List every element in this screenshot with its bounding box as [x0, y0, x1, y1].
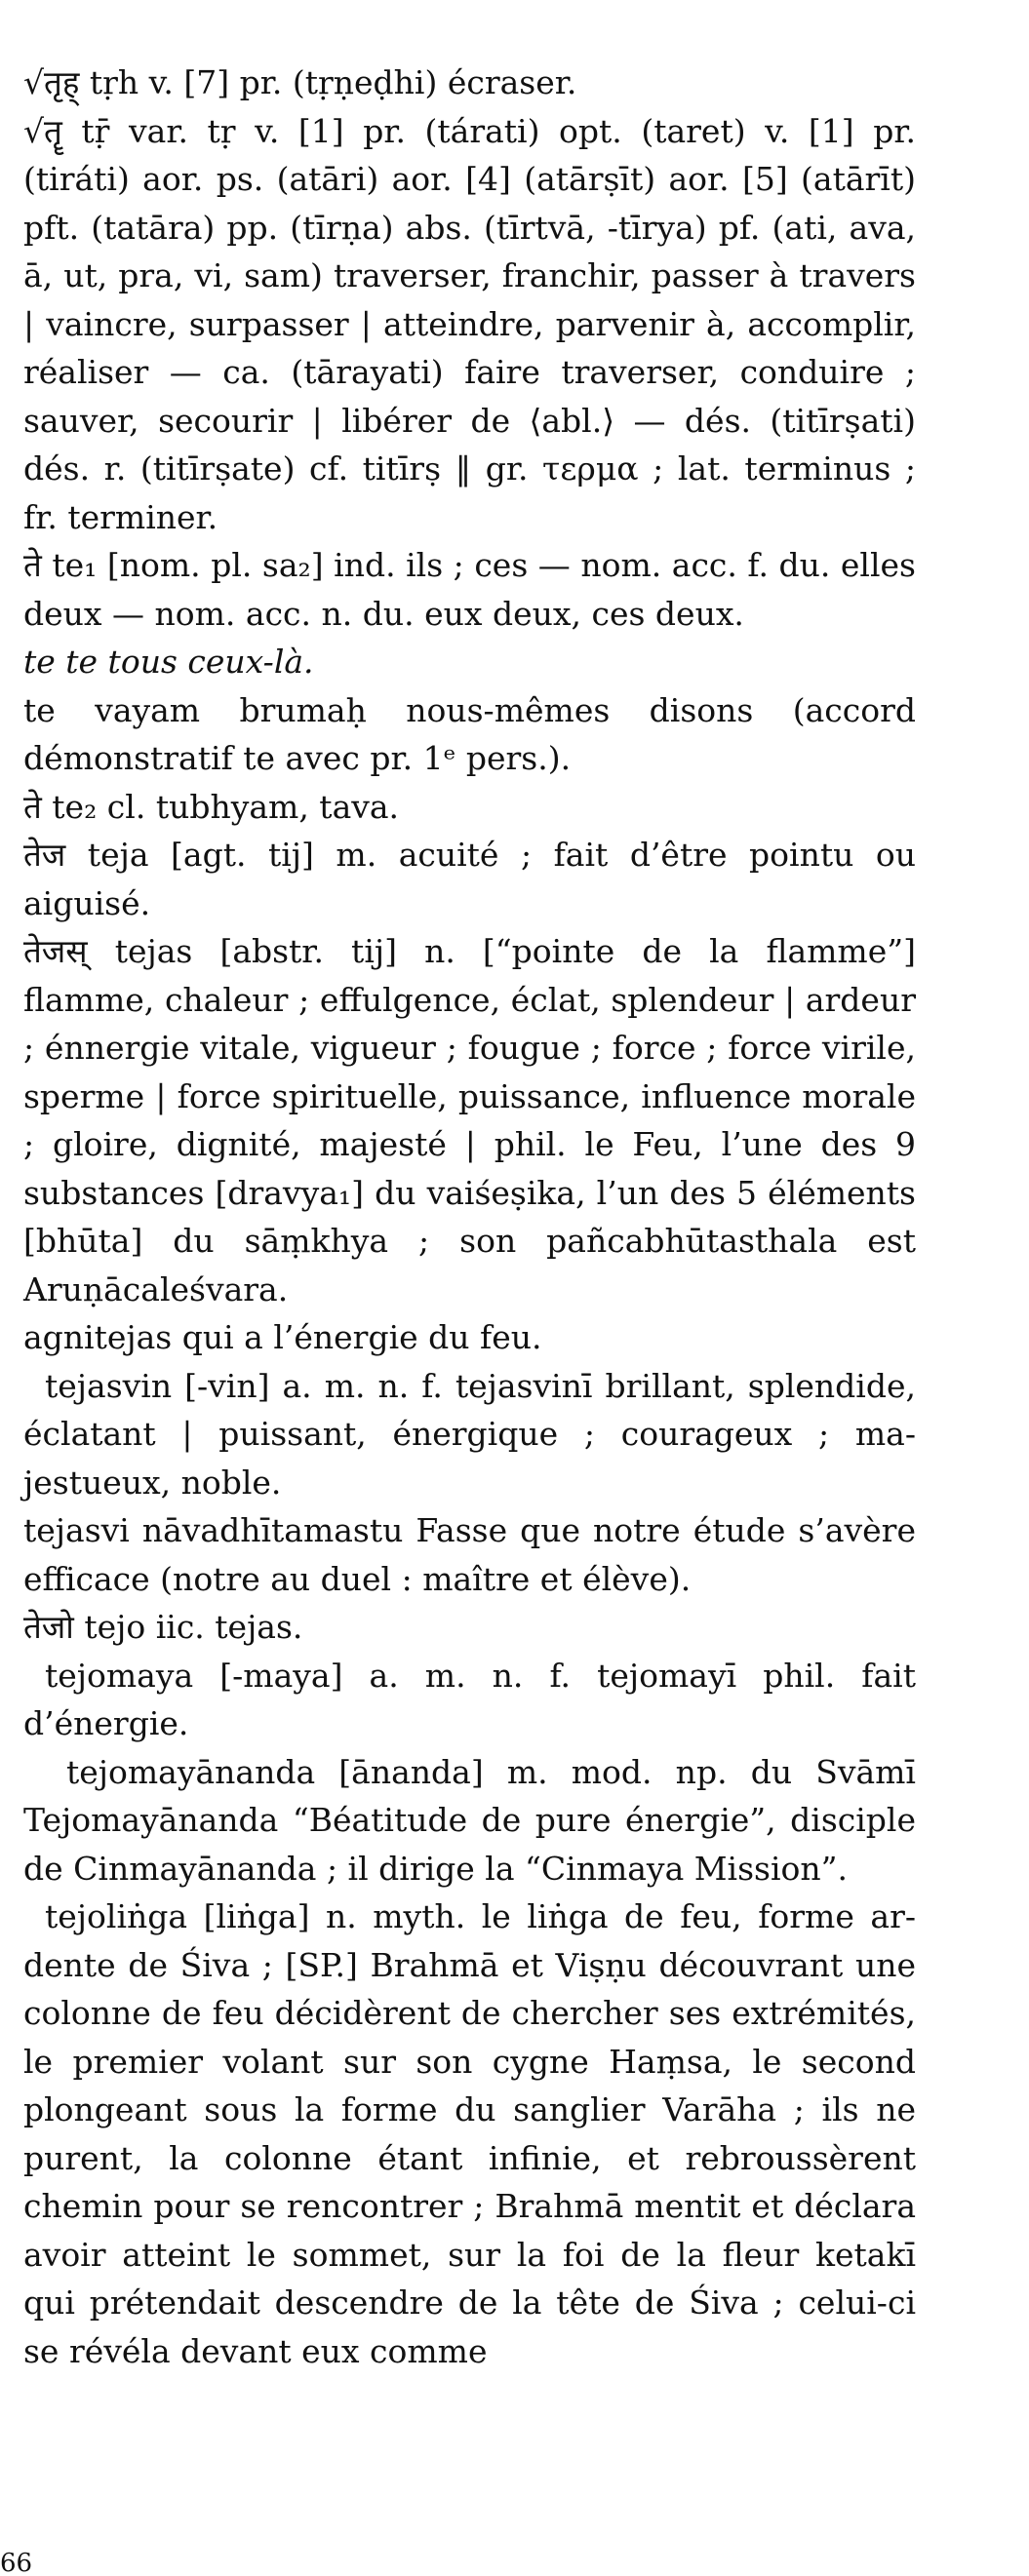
- subentry-te-vayam-brumah: te vayam brumaḥ nous-mêmes disons (accord démonstratif te avec pr. 1ᵉ pers.).: [23, 690, 916, 777]
- page-number: 66: [0, 2549, 33, 2576]
- entry-tejomaya: tejomaya [-maya] a. m. n. f. tejomayī phil. fait d’énergie.: [23, 1656, 916, 1742]
- entry-trh: √तृह् tṛh v. [7] pr. (tṛṇeḍhi) écraser.: [23, 63, 577, 101]
- entry-tejasvin: tejasvin [-vin] a. m. n. f. tejasvinī brillant, splendide, éclatant | puissant, énergique ; courageux ; majestueux, noble.: [23, 1366, 916, 1502]
- entry-tejas: तेजस् tejas [abstr. tij] n. [“pointe de la flamme”] flamme, chaleur ; effulgence, éclat, splendeur | ardeur ; énnergie vitale, vigueur ; fougue ; force ; force virile, sperme | force spirituelle, puissance, influence morale ; gloire, dignité, majesté | phil. le Feu, l’une des 9 substances [dravya₁] du vaiśeṣika, l’un des 5 éléments [bhūta] du sāṃkhya ; son pañcabhūtasthala est Aruṇācaleśvara.: [23, 932, 916, 1308]
- subentry-tejasvi-navadhitamastu: tejasvi nāvadhītamastu Fasse que notre étude s’avère efficace (notre au duel : maître et élève).: [23, 1511, 916, 1598]
- entry-teja: तेज teja [agt. tij] m. acuité ; fait d’être pointu ou aiguisé.: [23, 836, 916, 922]
- subentry-agnitejas: agnitejas qui a l’énergie du feu.: [23, 1318, 542, 1356]
- entry-tejolinga: tejoliṅga [liṅga] n. myth. le liṅga de feu, forme ardente de Śiva ; [SP.] Brahmā et Viṣṇu découvrant une colonne de feu décidèrent de chercher ses extrémités, le premier volant sur son cygne Haṃsa, le second plongeant sous la forme du sanglier Varāha ; ils ne purent, la colonne étant infinie, et rebroussèrent chemin pour se rencontrer ; Brahmā mentit et déclara avoir atteint le sommet, sur la foi de la fleur ketakī qui prétendait descendre de la tête de Śiva ; celui-ci se révéla devant eux comme: [23, 1897, 916, 2370]
- entry-tejomayananda: tejomayānanda [ānanda] m. mod. np. du Svāmī Tejomayānanda “Béatitude de pure énergie”, disciple de Cinmayānanda ; il dirige la “Cinmaya Mission”.: [23, 1752, 916, 1888]
- entry-te1: ते te₁ [nom. pl. sa₂] ind. ils ; ces — nom. acc. f. du. elles deux — nom. acc. n. du. eux deux, ces deux.: [23, 546, 916, 633]
- subentry-te-te: te te tous ceux-là.: [23, 643, 314, 681]
- entry-tr-long: √तॄ tṝ var. tṛ v. [1] pr. (tárati) opt. (taret) v. [1] pr. (tiráti) aor. ps. (atāri) aor. [4] (atārṣīt) aor. [5] (atārīt) pft. (tatāra) pp. (tīrṇa) abs. (tīrtvā, -tīrya) pf. (ati, ava, ā, ut, pra, vi, sam) traverser, franchir, passer à travers | vaincre, surpasser | atteindre, parvenir à, accomplir, réaliser — ca. (tārayati) faire traverser, conduire ; sauver, secourir | libérer de ⟨abl.⟩ — dés. (titīrṣati) dés. r. (titīrṣate) cf. titīrṣ ‖ gr. τερμα ; lat. terminus ; fr. terminer.: [23, 111, 916, 536]
- dictionary-page: [23, 59, 916, 2375]
- entry-tejo: तेजो tejo iic. tejas.: [23, 1608, 303, 1646]
- entry-te2: ते te₂ cl. tubhyam, tava.: [23, 787, 400, 826]
